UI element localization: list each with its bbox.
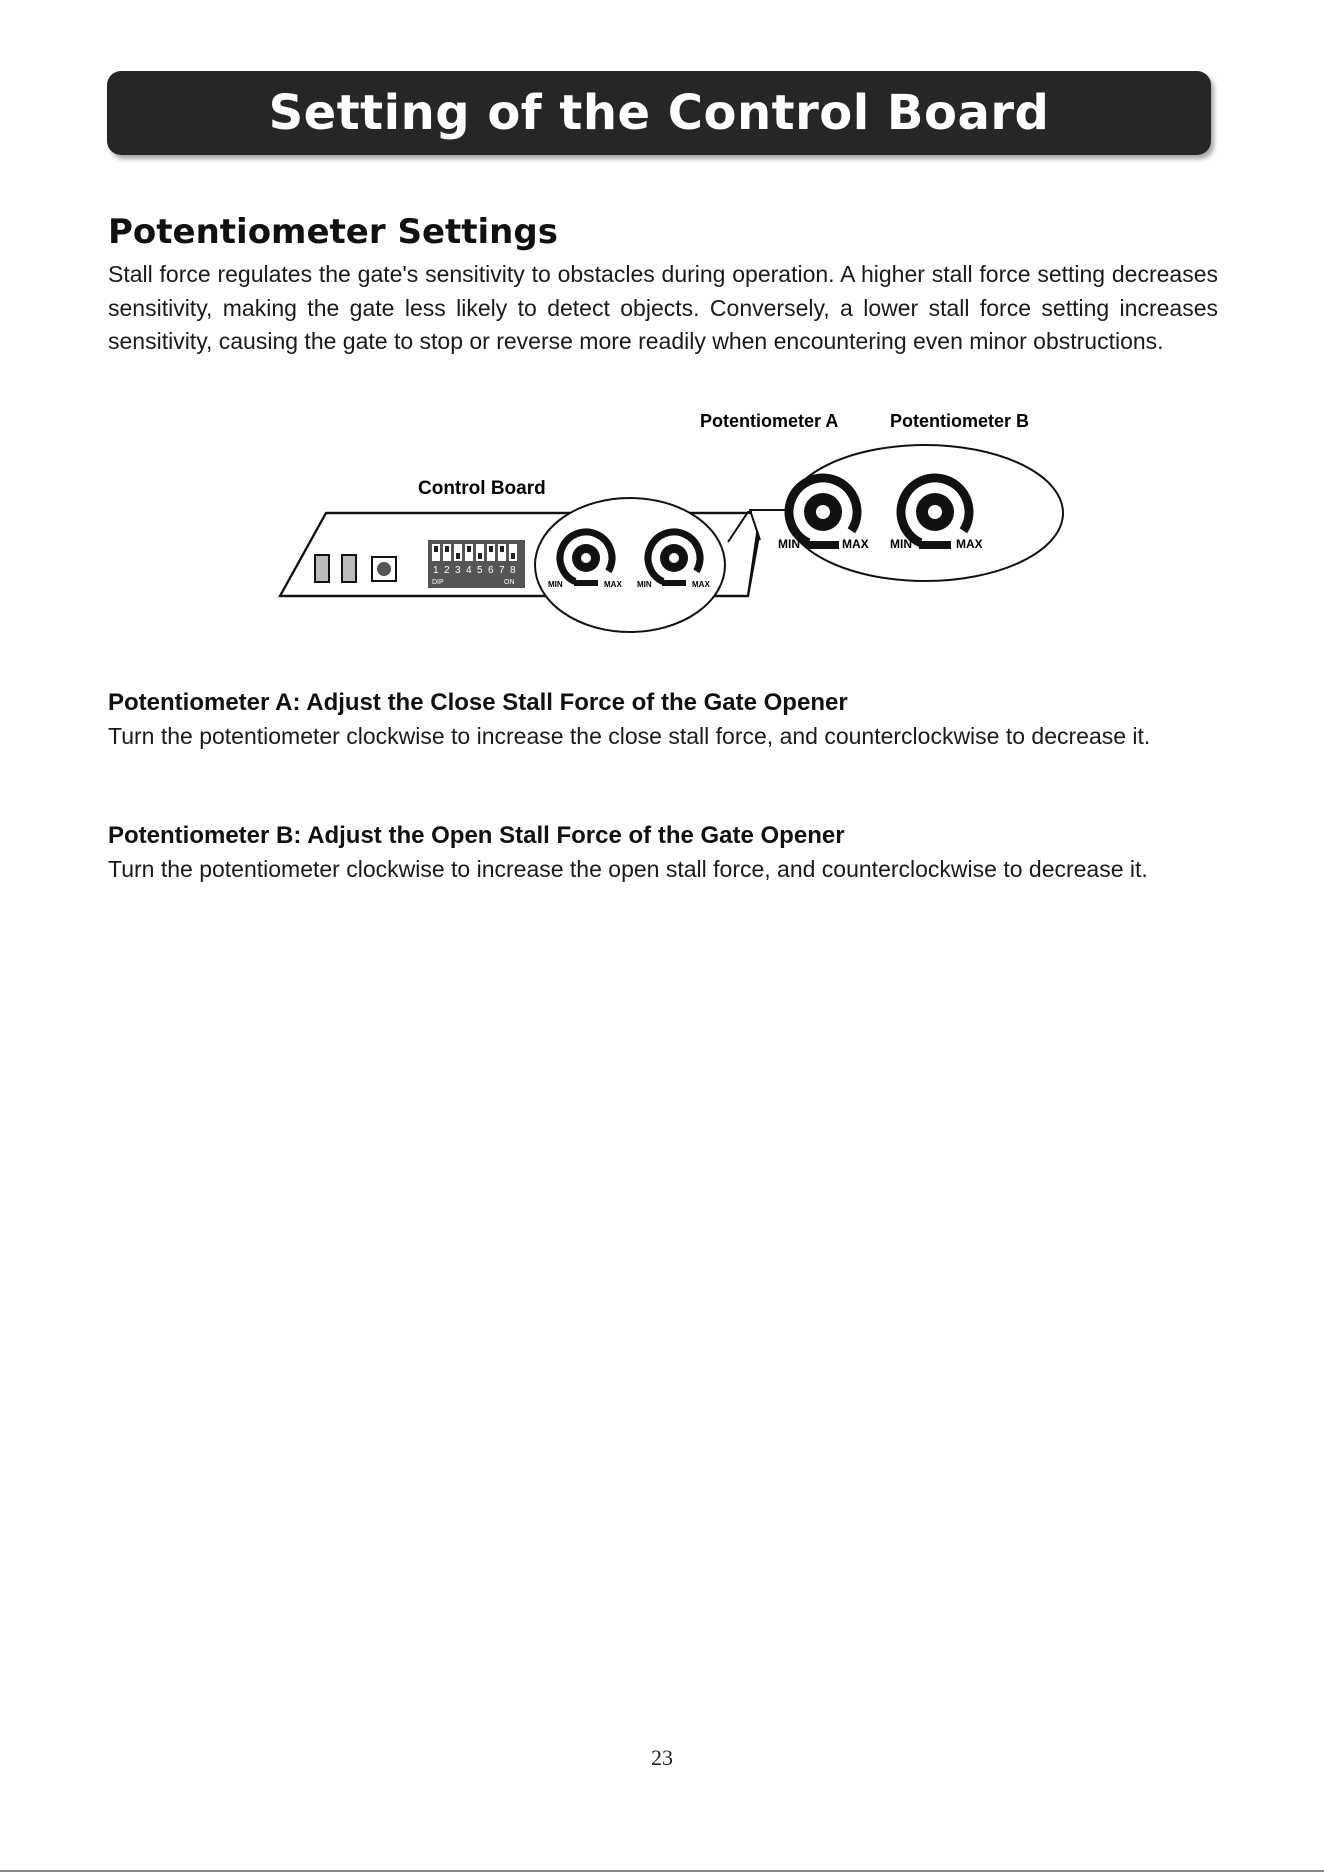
dip-num-4: 4: [466, 565, 472, 576]
board-pot-a-max: MAX: [604, 580, 622, 589]
callout-pot-a-min: MIN: [778, 537, 800, 551]
dip-num-8: 8: [510, 565, 516, 576]
potentiometer-b-label: Potentiometer B: [890, 411, 1030, 431]
pot-b-heading: Potentiometer B: Adjust the Open Stall Force of the Gate Opener: [108, 822, 845, 849]
board-pot-a-min: MIN: [548, 580, 563, 589]
page-title: Setting of the Control Board: [268, 85, 1050, 141]
dip-num-7: 7: [499, 565, 505, 576]
control-board-diagram: [270, 400, 1070, 645]
jumper-2: [342, 555, 356, 582]
title-banner: [107, 71, 1211, 155]
dip-label: DIP: [432, 579, 444, 586]
dip-num-3: 3: [455, 565, 461, 576]
control-board-label: Control Board: [418, 478, 546, 499]
pot-a-heading: Potentiometer A: Adjust the Close Stall Force of the Gate Opener: [108, 689, 848, 716]
callout-pot-b-max: MAX: [956, 537, 983, 551]
board-pot-b-max: MAX: [692, 580, 710, 589]
dip-num-2: 2: [444, 565, 450, 576]
dip-num-1: 1: [433, 565, 439, 576]
pot-b-body: Turn the potentiometer clockwise to increase the open stall force, and counterclockwise to decrease it.: [108, 856, 1148, 882]
callout-pot-a-max: MAX: [842, 537, 869, 551]
board-pot-b-min: MIN: [637, 580, 652, 589]
callout-pot-b-min: MIN: [890, 537, 912, 551]
dip-num-6: 6: [488, 565, 494, 576]
dip-num-5: 5: [477, 565, 483, 576]
intro-paragraph: Stall force regulates the gate's sensitivity to obstacles during operation. A higher stall force setting decreases sensitivity, making the gate less likely to detect objects. Conversely, a lower stall force setting increases sensitivity, causing the gate to stop or reverse more readily when encountering even minor obstructions.: [108, 261, 1218, 354]
dip-switch: [428, 540, 525, 588]
pot-a-body: Turn the potentiometer clockwise to increase the close stall force, and counterclockwise to decrease it.: [108, 723, 1151, 749]
on-label: ON: [504, 579, 515, 586]
potentiometer-a-label: Potentiometer A: [700, 411, 839, 431]
page-number: 23: [651, 1745, 673, 1770]
section-heading: Potentiometer Settings: [108, 212, 558, 252]
jumper-1: [315, 555, 329, 582]
